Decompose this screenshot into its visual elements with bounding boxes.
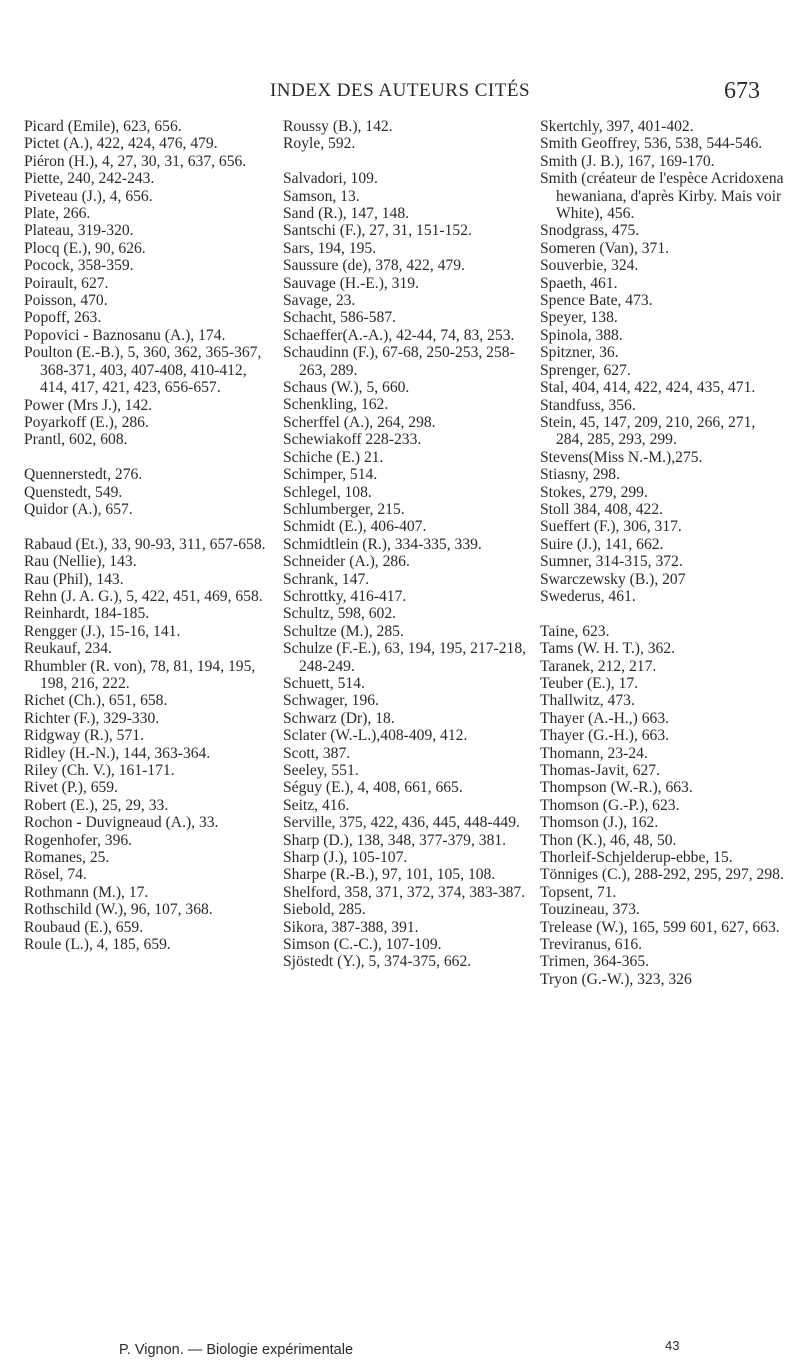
- index-entry: Sars, 194, 195.: [283, 239, 377, 257]
- index-entry: Thomas-Javit, 627.: [540, 762, 660, 780]
- index-entry: Richet (Ch.), 651, 658.: [24, 692, 168, 710]
- index-column-3: [540, 118, 786, 988]
- index-entry: Schmidt (E.), 406-407.: [283, 518, 427, 536]
- index-entry: Suire (J.), 141, 662.: [540, 535, 664, 553]
- page-header: [0, 78, 800, 108]
- index-entry: Rothschild (W.), 96, 107, 368.: [24, 901, 213, 919]
- index-entry: Rabaud (Et.), 33, 90-93, 311, 657-658.: [24, 535, 266, 553]
- index-entry: Sueffert (F.), 306, 317.: [540, 518, 682, 536]
- index-entry: Smith (créateur de l'espèce Acridoxena hewaniana, d'après Kirby. Mais voir White), 456.: [540, 170, 784, 223]
- index-entry: Thomson (G.-P.), 623.: [540, 796, 680, 814]
- index-entry: Sjöstedt (Y.), 5, 374-375, 662.: [283, 953, 472, 971]
- index-column-2: [283, 118, 529, 971]
- index-entry: Rhumbler (R. von), 78, 81, 194, 195, 198, 216, 222.: [24, 657, 256, 692]
- index-entry: Schlumberger, 215.: [283, 500, 405, 518]
- footer-book-title: P. Vignon. — Biologie expérimentale: [119, 1342, 354, 1358]
- index-entry: Roubaud (E.), 659.: [24, 918, 144, 936]
- index-entry: Saussure (de), 378, 422, 479.: [283, 257, 465, 275]
- index-entry: Schimper, 514.: [283, 466, 378, 484]
- index-entry: Robert (E.), 25, 29, 33.: [24, 796, 169, 814]
- index-entry: Thomson (J.), 162.: [540, 814, 659, 832]
- index-entry: Prantl, 602, 608.: [24, 431, 128, 449]
- index-entry: Popovici - Baznosanu (A.), 174.: [24, 326, 226, 344]
- index-entry: Sclater (W.-L.),408-409, 412.: [283, 727, 468, 745]
- index-entry: Plocq (E.), 90, 626.: [24, 239, 146, 257]
- index-entry: Swederus, 461.: [540, 587, 636, 605]
- index-entry: Thorleif-Schjelderup-ebbe, 15.: [540, 849, 733, 867]
- index-entry: Sharp (J.), 105-107.: [283, 849, 408, 867]
- index-entry: Smith (J. B.), 167, 169-170.: [540, 152, 715, 170]
- index-entry: Simson (C.-C.), 107-109.: [283, 936, 442, 954]
- index-entry: Thomann, 23-24.: [540, 744, 648, 762]
- index-entry: Thon (K.), 46, 48, 50.: [540, 831, 677, 849]
- index-entry: Schwager, 196.: [283, 692, 379, 710]
- page-number: 673: [724, 78, 760, 104]
- index-entry: Rogenhofer, 396.: [24, 831, 133, 849]
- index-entry: Plate, 266.: [24, 205, 91, 223]
- index-entry: Schulze (F.-E.), 63, 194, 195, 217-218, 248-249.: [283, 640, 527, 675]
- index-entry: Riley (Ch. V.), 161-171.: [24, 762, 175, 779]
- index-entry: Schaudinn (F.), 67-68, 250-253, 258-263, 289.: [283, 344, 515, 379]
- index-entry: Reukauf, 234.: [24, 640, 112, 658]
- index-entry: Thayer (G.-H.), 663.: [540, 727, 670, 745]
- index-entry: Standfuss, 356.: [540, 396, 636, 414]
- index-entry: Schewiakoff 228-233.: [283, 431, 422, 449]
- index-entry: Swarczewsky (B.), 207: [540, 570, 686, 588]
- index-entry: Taranek, 212, 217.: [540, 657, 657, 675]
- index-entry: Poirault, 627.: [24, 274, 109, 292]
- index-entry: Seeley, 551.: [283, 762, 359, 780]
- index-entry: Séguy (E.), 4, 408, 661, 665.: [283, 779, 463, 797]
- index-entry: Schenkling, 162.: [283, 396, 389, 414]
- index-entry: Rehn (J. A. G.), 5, 422, 451, 469, 658.: [24, 587, 263, 605]
- index-entry: Schacht, 586-587.: [283, 309, 397, 327]
- index-entry: Salvadori, 109.: [283, 170, 378, 188]
- index-entry: Rochon - Duvigneaud (A.), 33.: [24, 814, 219, 832]
- index-entry: Scherffel (A.), 264, 298.: [283, 413, 436, 431]
- index-entry: Schrank, 147.: [283, 570, 370, 588]
- index-entry: Serville, 375, 422, 436, 445, 448-449.: [283, 814, 520, 832]
- index-entry: Sauvage (H.-E.), 319.: [283, 274, 419, 292]
- index-entry: Piveteau (J.), 4, 656.: [24, 187, 153, 205]
- running-title: INDEX DES AUTEURS CITÉS: [269, 80, 531, 101]
- index-entry: Roule (L.), 4, 185, 659.: [24, 936, 171, 954]
- index-entry: Santschi (F.), 27, 31, 151-152.: [283, 222, 472, 240]
- index-entry: Rengger (J.), 15-16, 141.: [24, 622, 181, 640]
- index-entry: Quenstedt, 549.: [24, 483, 123, 501]
- index-entry: Schaeffer(A.-A.), 42-44, 74, 83, 253.: [283, 326, 515, 344]
- index-entry: Rothmann (M.), 17.: [24, 883, 149, 901]
- index-entry: Schuett, 514.: [283, 674, 365, 692]
- index-entry: Shelford, 358, 371, 372, 374, 383-387.: [283, 883, 526, 901]
- index-entry: Ridgway (R.), 571.: [24, 727, 144, 745]
- index-entry: Stoll 384, 408, 422.: [540, 500, 664, 518]
- index-entry: Treviranus, 616.: [540, 936, 643, 954]
- index-entry: Snodgrass, 475.: [540, 222, 640, 240]
- index-entry: Schultz, 598, 602.: [283, 605, 397, 623]
- index-entry: Schrottky, 416-417.: [283, 587, 407, 605]
- index-entry: Quidor (A.), 657.: [24, 500, 133, 518]
- index-entry: Quennerstedt, 276.: [24, 466, 143, 484]
- index-entry: Rau (Nellie), 143.: [24, 553, 137, 571]
- index-entry: Touzineau, 373.: [540, 901, 640, 919]
- index-entry: Thallwitz, 473.: [540, 692, 635, 710]
- index-entry: Sand (R.), 147, 148.: [283, 205, 410, 223]
- index-entry: Schwarz (Dr), 18.: [283, 709, 395, 727]
- index-entry: Spitzner, 36.: [540, 344, 619, 362]
- index-entry: Schmidtlein (R.), 334-335, 339.: [283, 535, 482, 553]
- index-entry: Roussy (B.), 142.: [283, 118, 393, 135]
- index-entry: Schultze (M.), 285.: [283, 622, 404, 640]
- index-entry: Royle, 592.: [283, 135, 356, 153]
- index-entry: Souverbie, 324.: [540, 257, 639, 275]
- index-entry: Tams (W. H. T.), 362.: [540, 640, 676, 658]
- index-entry: Reinhardt, 184-185.: [24, 605, 150, 623]
- index-entry: Sharp (D.), 138, 348, 377-379, 381.: [283, 831, 507, 849]
- index-column-1: [24, 118, 270, 953]
- index-entry: Schlegel, 108.: [283, 483, 372, 501]
- index-entry: Seitz, 416.: [283, 796, 350, 814]
- index-entry: Spence Bate, 473.: [540, 292, 653, 310]
- index-entry: Poulton (E.-B.), 5, 360, 362, 365-367, 368-371, 403, 407-408, 410-412, 414, 417, 421, 423, 656-657.: [24, 344, 262, 397]
- index-entry: Someren (Van), 371.: [540, 239, 670, 257]
- index-entry: Speyer, 138.: [540, 309, 618, 327]
- index-entry: Skertchly, 397, 401-402.: [540, 118, 694, 135]
- index-entry: Romanes, 25.: [24, 849, 110, 867]
- index-entry: Spaeth, 461.: [540, 274, 618, 292]
- index-entry: Sumner, 314-315, 372.: [540, 553, 683, 571]
- index-entry: Scott, 387.: [283, 744, 351, 762]
- index-entry: Picard (Emile), 623, 656.: [24, 118, 182, 135]
- index-entry: Teuber (E.), 17.: [540, 674, 639, 692]
- index-entry: Plateau, 319-320.: [24, 222, 134, 240]
- index-entry: Rau (Phil), 143.: [24, 570, 124, 588]
- index-entry: Smith Geoffrey, 536, 538, 544-546.: [540, 135, 763, 153]
- index-entry: Richter (F.), 329-330.: [24, 709, 160, 727]
- index-entry: Poisson, 470.: [24, 292, 108, 310]
- index-entry: Thompson (W.-R.), 663.: [540, 779, 693, 797]
- index-entry: Tönniges (C.), 288-292, 295, 297, 298.: [540, 866, 784, 884]
- index-entry: Power (Mrs J.), 142.: [24, 396, 153, 414]
- index-entry: Tryon (G.-W.), 323, 326: [540, 970, 692, 988]
- index-entry: Piette, 240, 242-243.: [24, 170, 155, 188]
- index-entry: Sprenger, 627.: [540, 361, 631, 379]
- index-entry: Trelease (W.), 165, 599 601, 627, 663.: [540, 918, 780, 936]
- index-entry: Schaus (W.), 5, 660.: [283, 379, 410, 397]
- index-entry: Rivet (P.), 659.: [24, 779, 118, 797]
- index-entry: Thayer (A.-H.,) 663.: [540, 709, 670, 727]
- index-entry: Savage, 23.: [283, 292, 356, 310]
- index-entry: Spinola, 388.: [540, 326, 623, 344]
- index-entry: Pocock, 358-359.: [24, 257, 134, 275]
- index-entry: Piéron (H.), 4, 27, 30, 31, 637, 656.: [24, 152, 247, 170]
- index-entry: Siebold, 285.: [283, 901, 366, 919]
- page-footer: [0, 1338, 800, 1364]
- index-entry: Stal, 404, 414, 422, 424, 435, 471.: [540, 379, 756, 397]
- index-entry: Topsent, 71.: [540, 883, 617, 901]
- index-entry: Schneider (A.), 286.: [283, 553, 410, 571]
- index-entry: Trimen, 364-365.: [540, 953, 650, 971]
- index-entry: Rösel, 74.: [24, 866, 87, 884]
- index-entry: Sharpe (R.-B.), 97, 101, 105, 108.: [283, 866, 496, 884]
- index-entry: Poyarkoff (E.), 286.: [24, 413, 149, 431]
- index-entry: Stevens(Miss N.-M.),275.: [540, 448, 703, 466]
- index-entry: Stiasny, 298.: [540, 466, 620, 484]
- index-entry: Stein, 45, 147, 209, 210, 266, 271, 284, 285, 293, 299.: [540, 413, 756, 449]
- signature-mark: 43: [665, 1338, 680, 1353]
- index-entry: Pictet (A.), 422, 424, 476, 479.: [24, 135, 218, 153]
- index-entry: Schiche (E.) 21.: [283, 448, 384, 466]
- index-entry: Ridley (H.-N.), 144, 363-364.: [24, 744, 211, 762]
- index-entry: Taine, 623.: [540, 622, 610, 640]
- index-entry: Popoff, 263.: [24, 309, 102, 327]
- index-entry: Samson, 13.: [283, 187, 360, 205]
- index-entry: Sikora, 387-388, 391.: [283, 918, 419, 936]
- index-entry: Stokes, 279, 299.: [540, 483, 648, 501]
